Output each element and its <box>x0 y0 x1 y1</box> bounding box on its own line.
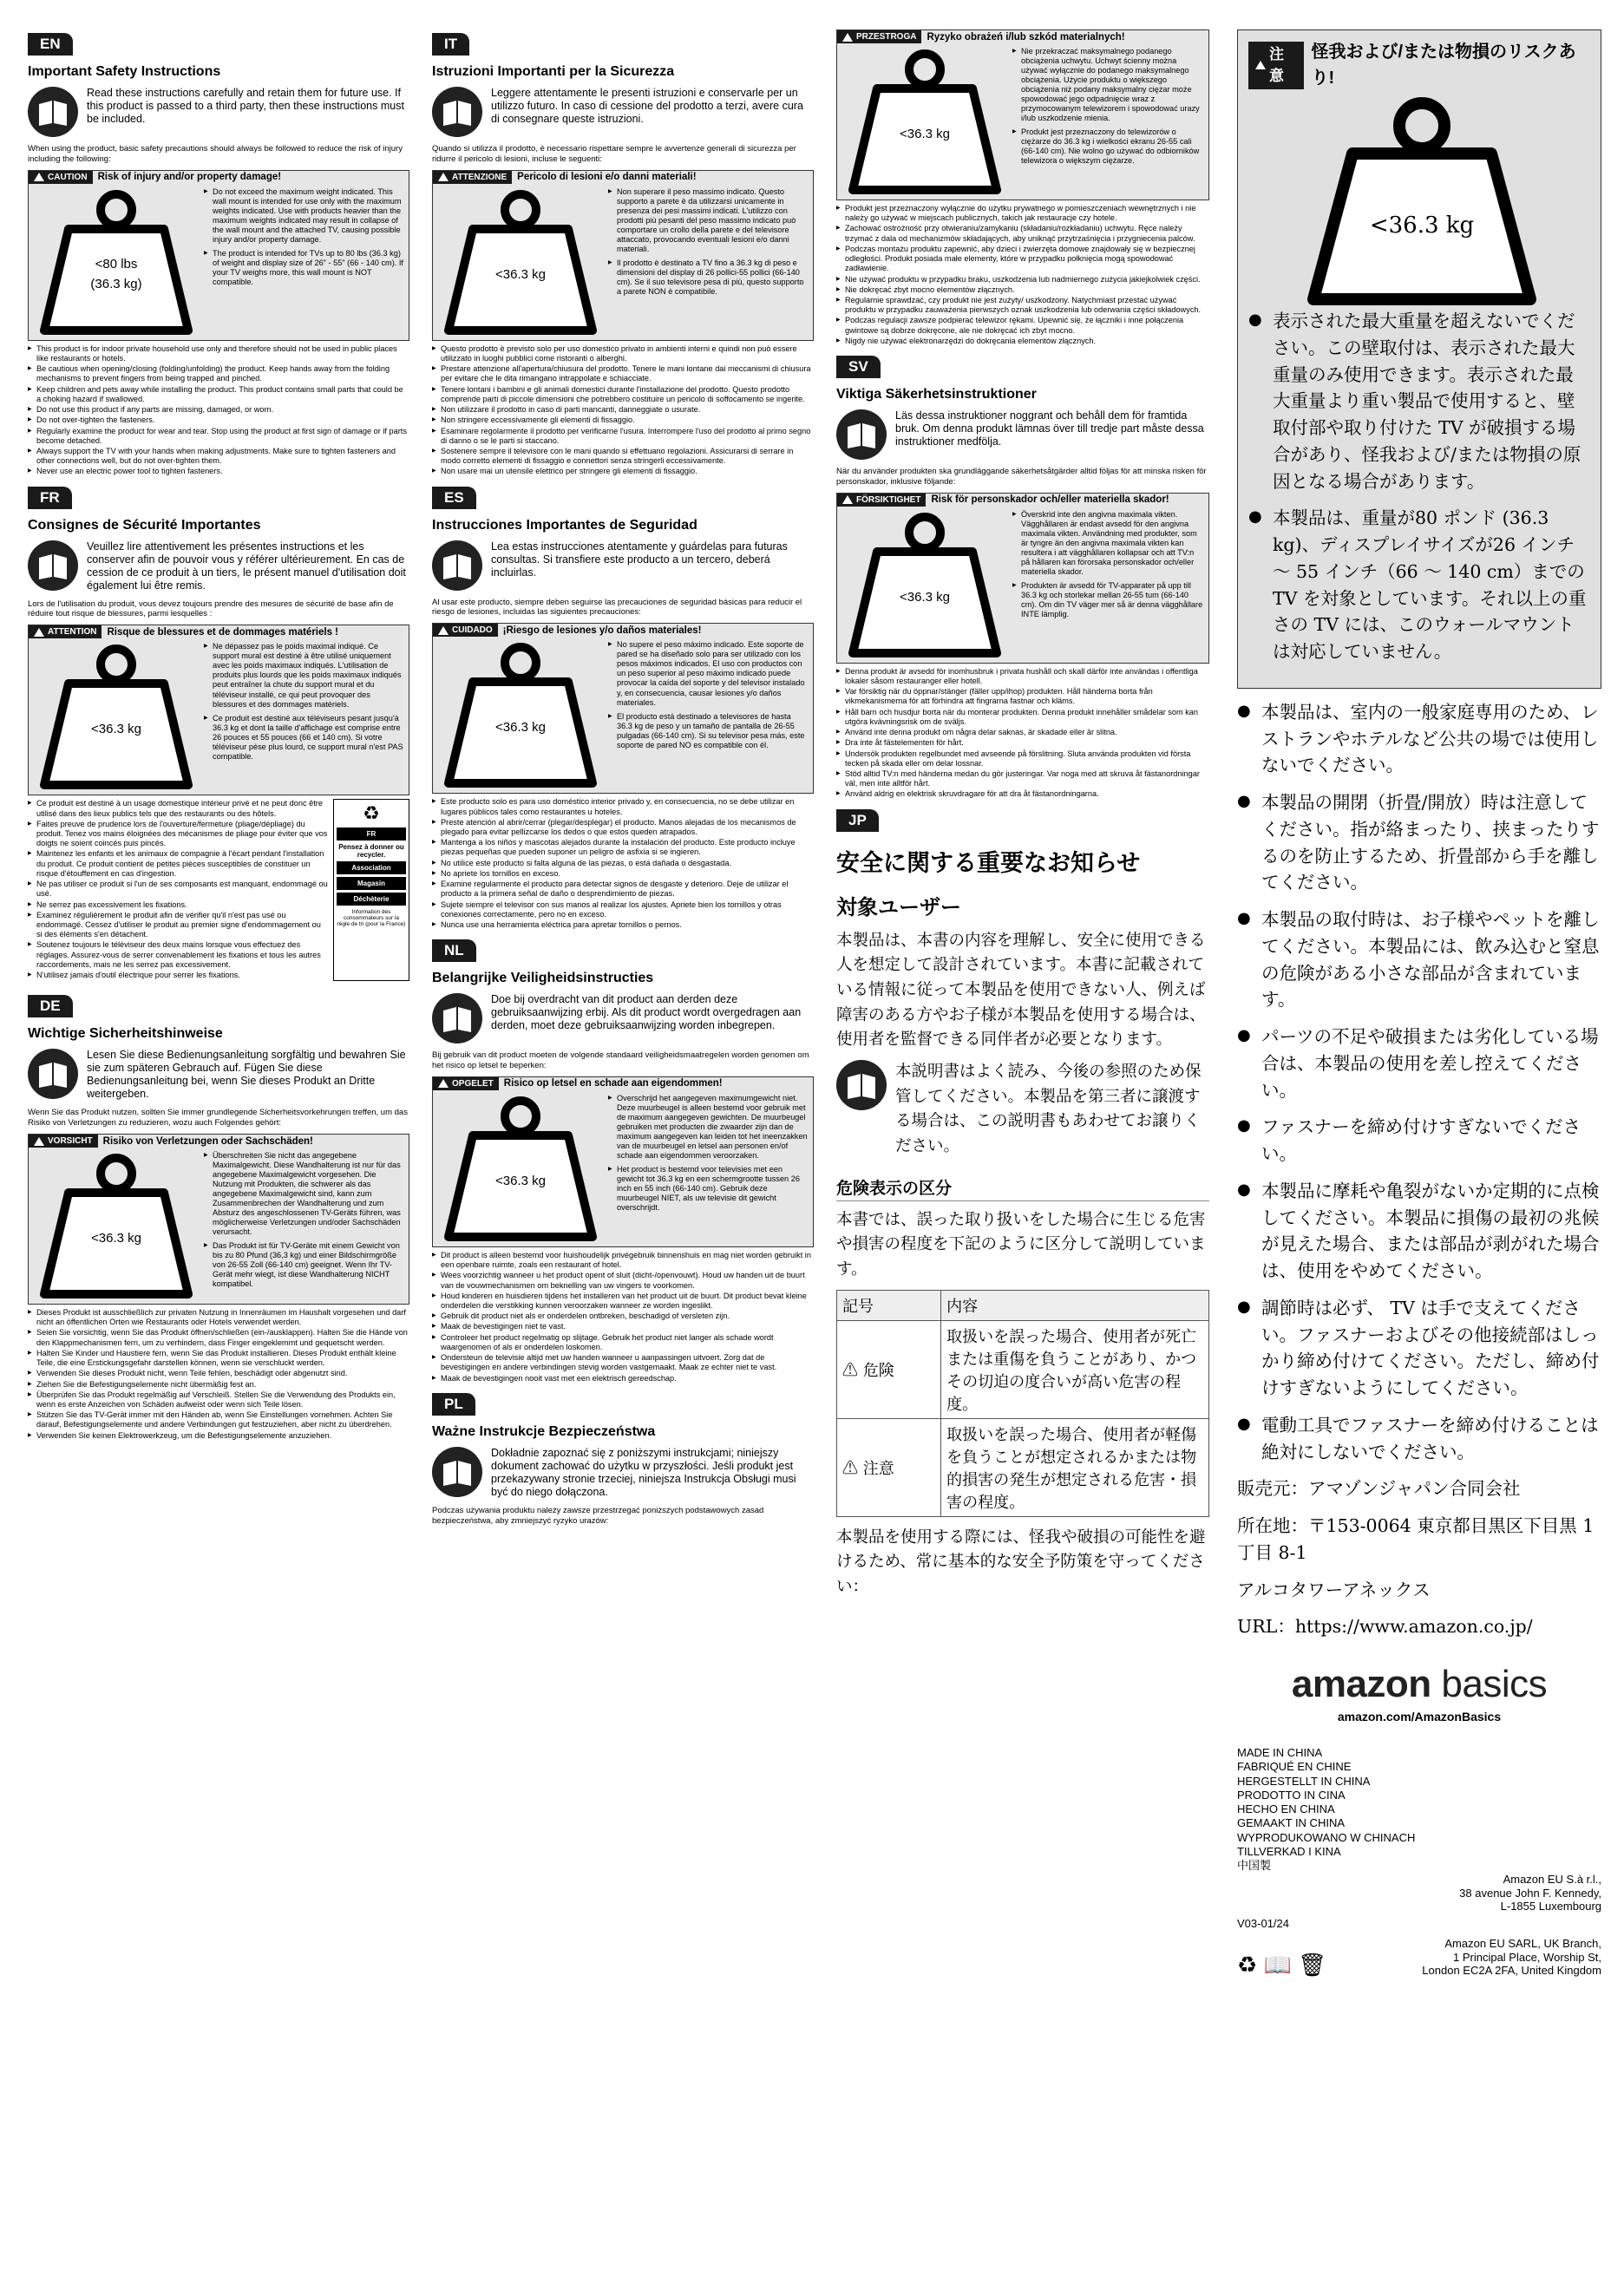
column-3 <box>836 29 1209 1607</box>
section-en <box>28 24 409 477</box>
weight-icon: <36.3 kg <box>438 1094 603 1241</box>
amazon-site: amazon.com/AmazonBasics <box>1337 1710 1502 1724</box>
section-nl: NL Belangrijke Veiligheidsinstructies Doe bij overdracht van dit product aan derden deze gebruiksaanwijzing erbij. Als dit product wordt overgedragen aan derden, moet deze gebruiksaanwijzing worden inbegrepen. Bij gebruik van dit product moeten de volgende standaard veiligheidsmaatregelen worden genomen om het risico op letsel te beperken: OPGELET Risico op letsel en schade aan eigendommen! <36.3 kg ▶ Overschrijd het aangegeven maximumgewicht niet. Deze muurbeugel is alleen bestemd voor gebruik met de maximum aangegeven gewichten. De muurbeugel gebruiken met producten die zwaarder zijn dan de maximum aangegeven kan leiden tot het ineenzakken van de muurbeugel en letsel aan personen en/of schade aan eigendommen veroorzaken. ▶ Het product is bestemd voor televisies met een gewicht tot 36.3 kg en een schermgrootte tussen 26 inch en 55 inch (66-140 cm). Gebruik deze muurbeugel NIET, als uw televisie dit gewicht overschrijdt. ▶ Dit product is alleen bestemd voor huishoudelijk privégebruik binnenshuis en mag niet worden gebruikt in een openbare ruimte, zoals een restaurant of hotel. ▶ Wees voorzichtig wanneer u het product opent of sluit (dicht-/openvouwt). Houd uw handen uit de buurt van de vouwmechanismen om beknelling van uw vingers te voorkomen. ▶ Houd kinderen en huisdieren tijdens het installeren van het product uit de buurt. Dit product bevat kleine onderdelen die verstikking kunnen veroorzaken wanneer ze worden ingeslikt. ▶ Gebruik dit product niet als er onderdelen ontbreken, beschadigd of versleten zijn. ▶ Maak de bevestigingen niet te vast. ▶ Controleer het product regelmatig op slijtage. Gebruik het product niet langer als schade wordt waargenomen of als er onderdelen loskomen. ▶ Ondersteun de televisie altijd met uw handen wanneer u aanpassingen uitvoert. Zorg dat de bevestigingen en andere verbindingen stevig worden vastgemaakt. Maak ze echter niet te vast. ▶ Maak de bevestigingen nooit vast met een elektrisch gereedschap. <box>432 931 814 1383</box>
read-manual-icon <box>28 1049 78 1099</box>
weight-icon: <80 lbs (36.3 kg) <box>34 187 199 335</box>
read-manual-icon <box>836 1060 887 1110</box>
warning-triangle-icon <box>1255 61 1266 69</box>
weight-icon: <36.3 kg <box>438 640 603 788</box>
read-manual-icon <box>432 87 482 137</box>
warning-box-fr: ATTENTION Risque de blessures et de dommages matériels ! <36.3 kg ▶ Ne dépassez pas le poids maximal indiqué. Ce support mural est destiné à être utilisé uniquement avec les poids maximaux indiqués. L'utilisation de produits plus lourds que les poids maximaux indiqués peut entraîner la chute du support mural et du téléviseur installé, ce qui peut provoquer des blessures et des dommages matériels. ▶ Ce produit est destiné aux téléviseurs pesant jusqu'à 36.3 kg et dont la taille d'affichage est comprise entre 26 pouces et 55 pouces (66 et 140 cm). Si votre téléviseur pèse plus lourd, ce support mural n'est PAS compatible. <box>28 625 409 795</box>
section-sv: SV Viktiga Säkerhetsinstruktioner Läs dessa instruktioner noggrant och behåll dem för framtida bruk. Om denna produkt lämnas över till tredje part måste dessa instruktioner medfölja. När du använder produkten ska grundläggande säkerhetsåtgärder alltid följas för att minska risken för personskador, inklusive följande: FÖRSIKTIGHET Risk för personskador och/eller materiella skador! <36.3 kg ▶ Överskrid inte den angivna maximala vikten. Vägghållaren är endast avsedd för den angivna maximala vikten. Användning med produkter, som är tyngre än den angivna maximala vikten kan resultera i att vägghållaren kollapsar och att TV:n på hållaren kan förorsaka personskador och/eller materiella skador. ▶ Produkten är avsedd för TV-apparater på upp till 36.3 kg och storlekar mellan 26-55 tum (66-140 cm). Om din TV väger mer så är denna vägghållare INTE lämplig. ▶ Denna produkt är avsedd för inomhusbruk i privata hushåll och skall därför inte användas i offentliga lokaler såsom restauranger eller hotell. ▶ Var försiktig när du öppnar/stänger (fäller upp/ihop) produkten. Håll händerna borta från vikmekanismerna för att förhindra att fingrarna fastnar och kläms. ▶ Håll barn och husdjur borta när du monterar produkten. Denna produkt innehåller smådelar som kan utgöra kvävningsrisk om de sväljs. ▶ Använd inte denna produkt om några delar saknas, är skadade eller är slitna. ▶ Dra inte åt fästelementen för hårt. ▶ Undersök produkten regelbundet med avseende på förslitning. Sluta använda produkten vid första tecken på skada eller om delar lossnar. ▶ Stöd alltid TV:n med händerna medan du gör justeringar. Var noga med att skruva åt fästanordningar väl, men inte alltför hårt. ▶ Använd aldrig en elektrisk skruvdragare för att dra åt fästanordningarna. <box>836 347 1209 800</box>
signal-word-en: CAUTION <box>29 171 93 184</box>
uk-address: Amazon EU SARL, UK Branch, 1 Principal Place, Worship St, London EC2A 2FA, United Kingdom <box>1422 1937 1601 1978</box>
weight-icon: <36.3 kg <box>34 642 199 789</box>
recycle-icon: ♻ <box>1237 1951 1258 1978</box>
weee-bin-icon: 🗑 <box>1298 1951 1327 1978</box>
read-manual-icon <box>432 540 482 591</box>
table-row: ⚠ 注意 取扱いを誤った場合、使用者が軽傷を負うことが想定されるかまたは物的損害の発生が想定される危害・損害の程度。 <box>837 1418 1209 1516</box>
section-de: DE Wichtige Sicherheitshinweise Lesen Sie diese Bedienungsanleitung sorgfältig und bewahren Sie sie zum späteren Gebrauch auf. Fügen Sie diese Bedienungsanleitung bei, wenn Sie dieses Produkt an Dritte weitergeben. Wenn Sie das Produkt nutzen, sollten Sie immer grundlegende Sicherheitsvorkehrungen treffen, um das Risiko von Verletzungen zu reduzieren, wozu auch Folgendes gehört: VORSICHT Risiko von Verletzungen oder Sachschäden! <36.3 kg ▶ Überschreiten Sie nicht das angegebene Maximalgewicht. Diese Wandhalterung ist nur für das angegebene Maximalgewicht vorgesehen. Die Nutzung mit Produkten, die schwerer als das angegebene Maximalgewicht sind, kann zum Zusammenbrechen der Wandhalterung und zum Absturz des angeschlossenen TV-Geräts führen, was möglicherweise Verletzungen und/oder Sachschäden verursacht. ▶ Das Produkt ist für TV-Geräte mit einem Gewicht von bis zu 80 Pfund (36,3 kg) und einer Bildschirmgröße von 26-55 Zoll (66-140 cm) geeignet. Wenn Ihr TV-Gerät mehr wiegt, ist diese Wandhalterung NICHT kompatibel. ▶ Dieses Produkt ist ausschließlich zur privaten Nutzung in Innenräumen im Haushalt vorgesehen und darf nicht an öffentlichen Orten wie Restaurants oder Hotels verwendet werden. ▶ Seien Sie vorsichtig, wenn Sie das Produkt öffnen/schließen (ein-/ausklappen). Halten Sie die Hände von den Klappmechanismen fern, um zu verhindern, dass Finger eingeklemmt und gequetscht werden. ▶ Halten Sie Kinder und Haustiere fern, wenn Sie das Produkt installieren. Dieses Produkt enthält kleine Teile, die eine Erstickungsgefahr darstellen können, wenn sie verschluckt werden. ▶ Verwenden Sie dieses Produkt nicht, wenn Teile fehlen, beschädigt oder abgenutzt sind. ▶ Ziehen Sie die Befestigungselemente nicht übermäßig fest an. ▶ Überprüfen Sie das Produkt regelmäßig auf Verschleiß. Stellen Sie die Verwendung des Produkts ein, wenn es erste Anzeichen von Schäden aufweist oder wenn sich Teile lösen. ▶ Stützen Sie das TV-Gerät immer mit den Händen ab, wenn Sie Einstellungen vornehmen. Achten Sie darauf, Befestigungselemente und andere Verbindungen gut festzuziehen, aber nicht zu überdrehen. ▶ Verwenden Sie keinen Elektrowerkzeug, um die Befestigungselemente anzuziehen. <box>28 986 409 1441</box>
section-pl-intro: PL Ważne Instrukcje Bezpieczeństwa Dokładnie zapoznać się z poniższymi instrukcjami; niniejszy dokument zachować do użytku w przyszłości. Jeśli produkt jest przekazywany stronie trzeciej, niniejsza Instrukcja Obsługi musi być do niego dołączona. Podczas używania produktu należy zawsze przestrzegać poniższych podstawowych zasad bezpieczeństwa, aby zmniejszyć ryzyko urazów: <box>432 1384 814 1527</box>
read-manual-icon <box>432 1447 482 1497</box>
warning-triangle-icon: ⚠ <box>842 1361 858 1380</box>
warning-box-es: CUIDADO ¡Riesgo de lesiones y/o daños materiales! <36.3 kg ▶ No supere el peso máximo indicado. Este soporte de pared se ha diseñado solo para ser utilizado con los pesos máximos indicados. El uso con productos con un peso superior al peso máximo indicado puede provocar la caída del soporte y del televisor instalado y, en consecuencia, causar lesiones y/o daños materiales. ▶ El producto está destinado a televisores de hasta 36.3 kg de peso y un tamaño de pantalla de 26-55 pulgadas (66-140 cm). Si su televisor pesa más, este soporte de pared NO es compatible con él. <box>432 623 814 794</box>
warning-triangle-icon <box>438 1079 449 1088</box>
read-manual-icon <box>836 409 887 460</box>
jp-address: 所在地：〒153-0064 東京都目黒区下目黒 1 丁目 8-1 <box>1237 1515 1595 1563</box>
warning-box-de: VORSICHT Risiko von Verletzungen oder Sachschäden! <36.3 kg ▶ Überschreiten Sie nicht das angegebene Maximalgewicht. Diese Wandhalterung ist nur für das angegebene Maximalgewicht vorgesehen. Die Nutzung mit Produkten, die schwerer als das angegebene Maximalgewicht sind, kann zum Zusammenbrechen der Wandhalterung und zum Absturz des angeschlossenen TV-Geräts führen, was möglicherweise Verletzungen und/oder Sachschäden verursacht. ▶ Das Produkt ist für TV-Geräte mit einem Gewicht von bis zu 80 Pfund (36,3 kg) und einer Bildschirmgröße von 26-55 Zoll (66-140 cm) geeignet. Wenn Ihr TV-Gerät mehr wiegt, ist diese Wandhalterung NICHT kompatibel. <box>28 1134 409 1305</box>
table-row: ⚠ 危険 取扱いを誤った場合、使用者が死亡または重傷を負うことがあり、かつその切迫の度合いが高い危害の程度。 <box>837 1320 1209 1418</box>
weight-icon: <36.3 kg <box>842 47 1007 194</box>
bullets-en: ▶ This product is for indoor private household use only and therefore should not be used in public places like restaurants or hotels. ▶ Be cautious when opening/closing (folding/unfolding) the product. Keep hands away from the folding mechanisms to prevent fingers from being trapped and pinched. ▶ Keep children and pets away while installing the product. This product contains small parts that could be a choking hazard if swallowed. ▶ Do not use this product if any parts are missing, damaged, or worn. ▶ Do not over-tighten the fasteners. ▶ Regularly examine the product for wear and tear. Stop using the product at first sign of damage or if parts become detached. ▶ Always support the TV with your hands when making adjustments. Make sure to tighten fasteners and other connections well, but do not over-tighten them. ▶ Never use an electric power tool to tighten fasteners. <box>28 344 409 477</box>
section-es: ES Instrucciones Importantes de Seguridad Lea estas instrucciones atentamente y guárdelas para futuras consultas. Si transfiere este producto a un tercero, deberá incluirlas. Al usar este producto, siempre deben seguirse las precauciones de seguridad básicas para reducir el riesgo de lesiones, incluidas las siguientes precauciones: CUIDADO ¡Riesgo de lesiones y/o daños materiales! <36.3 kg ▶ No supere el peso máximo indicado. Este soporte de pared se ha diseñado solo para ser utilizado con los pesos máximos indicados. El uso con productos con un peso superior al peso máximo indicado puede provocar la caída del soporte y del televisor instalado y, en consecuencia, causar lesiones y/o daños materiales. ▶ El producto está destinado a televisores de hasta 36.3 kg de peso y un tamaño de pantalla de 26-55 pulgadas (66-140 cm). Si su televisor pesa más, este soporte de pared NO es compatible con él. ▶ Este producto solo es para uso doméstico interior privado y, en consecuencia, no se debe utilizar en lugares públicos tales como restaurantes u hoteles. ▶ Preste atención al abrir/cerrar (plegar/desplegar) el producto. Manos alejadas de los mecanismos de plegado para evitar pellizcarse los dedos o que estos queden atrapados. ▶ Mantenga a los niños y mascotas alejados durante la instalación del producto. Este producto incluye piezas pequeñas que pueden suponer un peligro de asfixia si se ingieren. ▶ No utilice este producto si falta alguna de las piezas, o está dañada o desgastada. ▶ No apriete los tornillos en exceso. ▶ Examine regularmente el producto para detectar signos de desgaste y deterioro. Deje de utilizar el producto a la primera señal de daño o desprendimiento de piezas. ▶ Sujete siempre el televisor con sus manos al realizar los ajustes. Apriete bien los tornillos y otras conexiones correctamente, pero no en exceso. ▶ Nunca use una herramienta eléctrica para apretar tornillos o pernos. <box>432 478 814 931</box>
section-it: IT Istruzioni Importanti per la Sicurezza Leggere attentamente le presenti istruzioni e conservarle per un utilizzo futuro. In caso di cessione del prodotto a terzi, avere cura di consegnare queste istruzioni. Quando si utilizza il prodotto, è necessario rispettare sempre le avvertenze generali di sicurezza per ridurre il pericolo di lesioni, incluse le seguenti: ATTENZIONE Pericolo di lesioni e/o danni materiali! <36.3 kg ▶ Non superare il peso massimo indicato. Questo supporto a parete è da utilizzarsi unicamente in presenza dei pesi massimi indicati. L'utilizzo con prodotti più pesanti del peso massimo indicato può comportare un crollo della parete e del televisore attaccato, provocando eventuali lesioni e/o danni materiali. ▶ Il prodotto è destinato a TV fino a 36.3 kg di peso e dimensioni del display di 26 pollici-55 pollici (66-140 cm). Se il suo televisore pesa di più, questo supporto a parete NON è compatibile. ▶ Questo prodotto è previsto solo per uso domestico privato in ambienti interni e quindi non può essere utilizzato in luoghi pubblici come ristoranti o alberghi. ▶ Prestare attenzione all'apertura/chiusura del prodotto. Tenere le mani lontane dai meccanismi di chiusura per evitare che le dita rimangano intrappolate e schiacciate. ▶ Tenere lontani i bambini e gli animali domestici durante l'installazione del prodotto. Questo prodotto comprende parti di piccole dimensioni che potrebbero costituire un pericolo di soffocamento se ingerite. ▶ Non utilizzare il prodotto in caso di parti mancanti, danneggiate o usurate. ▶ Non stringere eccessivamente gli elementi di fissaggio. ▶ Esaminare regolarmente il prodotto per verificarne l'usura. Interrompere l'uso del prodotto al primo segno di danno o se le parti si staccano. ▶ Sostenere sempre il televisore con le mani quando si effettuano regolazioni. Assicurarsi di serrare in modo corretto elementi di fissaggio e connettori senza stringerli eccessivamente. ▶ Non usare mai un utensile elettrico per stringere gli elementi di fissaggio. <box>432 24 814 477</box>
warning-box-pl: PRZESTROGA Ryzyko obrażeń i/lub szkód materialnych! <36.3 kg ▶ Nie przekraczać maksymalnego podanego obciążenia uchwytu. Uchwyt ścienny można używać wyłącznie do podanego maksymalnego obciążenia. Użycie produktu o większego obciążenia niż podany maksymalny ciężar może spowodować jego odpadnięcie wraz z przymocowanym telewizorem i spowodować urazy i/lub uszkodzenie mienia. ▶ Produkt jest przeznaczony do telewizorów o ciężarze do 36.3 kg i wielkości ekranu 26-55 cali (66-140 cm). Nie wolno go używać do odbiorników telewizora o większym ciężarze. <box>836 29 1209 200</box>
warning-triangle-icon <box>34 628 44 637</box>
pre-text-en: When using the product, basic safety precautions should always be followed to reduce the risk of injury including the following: <box>28 144 403 164</box>
warning-triangle-icon <box>438 173 449 181</box>
jp-subtitle: 対象ユーザー <box>836 895 961 919</box>
read-manual-icon <box>28 540 78 591</box>
column-4 <box>1237 29 1601 1979</box>
jp-url: URL：https://www.amazon.co.jp/ <box>1237 1616 1533 1638</box>
read-manual-icon <box>432 993 482 1043</box>
amazon-basics-logo: amazon basics <box>1291 1663 1548 1705</box>
hazard-classification-table <box>836 1290 1209 1517</box>
version: V03-01/24 <box>1237 1917 1289 1931</box>
table-header: 記号 内容 <box>837 1290 1209 1320</box>
made-in-list: MADE IN CHINA FABRIQUÉ EN CHINE HERGESTELLT IN CHINA PRODOTTO IN CINA HECHO EN CHINA GEMAAKT IN CHINA WYPRODUKOWANO W CHINACH TILLVERKAD I KINA 中国製 <box>1237 1746 1416 1872</box>
warning-triangle-icon <box>842 495 853 504</box>
warning-triangle-icon <box>34 173 44 181</box>
bullets-jp: ● 本製品は、室内の一般家庭専用のため、レストランやホテルなど公共の場では使用しないでください。 ● 本製品の開閉（折畳/開放）時は注意してください。指が絡まったり、挟まったりするのを防止するため、折畳部から手を離してください。 ● 本製品の取付時は、お子様やペットを離してください。本製品には、飲み込むと窒息の危険がある小さな部品が含まれています。 ● パーツの不足や破損または劣化している場合は、本製品の使用を差し控えてください。 ● ファスナーを締め付けすぎないでください。 ● 本製品に摩耗や亀裂がないか定期的に点検してください。本製品に損傷の最初の兆候が見えた場合、または部品が剥がれた場合は、使用をやめてください。 ● 調節時は必ず、 TV は手で支えてください。ファスナーおよびその他接続部はしっかり締め付けてください。ただし、締め付けすぎないようにしてください。 ● 電動工具でファスナーを締め付けることは絶対にしないでください。 <box>1237 699 1601 1466</box>
warning-triangle-icon: ⚠ <box>842 1459 858 1478</box>
warning-item: ▶ Do not exceed the maximum weight indicated. This wall mount is intended for use only with the maximum weights indicated. Use with products heavier than the maximum weights indicated may result in collapse of the wall mount and the attached TV, causing possible injury and/or property damage. <box>204 187 403 245</box>
section-pl-warning: PRZESTROGA Ryzyko obrażeń i/lub szkód materialnych! <36.3 kg ▶ Nie przekraczać maksymalnego podanego obciążenia uchwytu. Uchwyt ścienny można używać wyłącznie do podanego maksymalnego obciążenia. Użycie produktu o większego obciążenia niż podany maksymalny ciężar może spowodować jego odpadnięcie wraz z przymocowanym telewizorem i spowodować urazy i/lub uszkodzenie mienia. ▶ Produkt jest przeznaczony do telewizorów o ciężarze do 36.3 kg i wielkości ekranu 26-55 cali (66-140 cm). Nie wolno go używać do odbiorników telewizora o większym ciężarze. ▶ Produkt jest przeznaczony wyłącznie do użytku prywatnego w pomieszczeniach wewnętrznych i nie należy go używać w miejscach publicznych, takich jak restauracje czy hotele. ▶ Zachować ostrożność przy otwieraniu/zamykaniu (składaniu/rozkładaniu) uchwytu. Ręce należy trzymać z dala od mechanizmów składających, aby uniknąć przytrzaśnięcia i przygniecenia palców. ▶ Podczas montażu produktu zapewnić, aby dzieci i zwierzęta domowe znajdowały się w bezpiecznej odległości. Produkt posiada małe elementy, które w przypadku połknięcia mogą spowodować zadławienie. ▶ Nie używać produktu w przypadku braku, uszkodzenia lub nadmiernego zużycia jakiejkolwiek części. ▶ Nie dokręcać zbyt mocno elementów złącznych. ▶ Regularnie sprawdzać, czy produkt nie jest zużyty/ uszkodzony. Natychmiast przestać używać produktu w przypadku zauważenia pierwszych oznak uszkodzenia lub oderwania części składowych. ▶ Podczas regulacji zawsze podpierać telewizor rękami. Upewnić się, że łączniki i inne połączenia gwintowe są dobrze dokręcone, ale nie dokręcać ich zbyt mocno. ▶ Nigdy nie używać elektronarzędzi do dokręcania elementów złącznych. <box>836 29 1209 346</box>
warning-item: ▶ The product is intended for TVs up to 80 lbs (36.3 kg) of weight and display size of 26" - 55" (66 - 140 cm). If your TV weighs more, this wall mount is NOT compatible. <box>204 249 403 287</box>
warning-triangle-icon <box>34 1137 44 1146</box>
triman-recycling-logo: ♻ FR Pensez à donner ou recycler. Association Magasin Déchèterie Information des consommateurs sur la règle de tri (pour la France) <box>333 799 409 981</box>
hazard-en: Risk of injury and/or property damage! <box>97 172 282 183</box>
section-title-fr: Consignes de Sécurité Importantes <box>28 517 261 533</box>
warning-triangle-icon <box>438 626 449 635</box>
weight-icon: <36.3 kg <box>842 510 1007 657</box>
section-jp-intro: JP 安全に関する重要なお知らせ 対象ユーザー 本製品は、本書の内容を理解し、安全に使用できる人を想定して設計されています。本書に記載されている情報に従って本製品を使用できない人、例えば障害のある方やお子様が本製品を使用する場合は、使用者を監督できる同伴者が必要となります。 本説明書はよく読み、今後の参照のため保管してください。本製品を第三者に譲渡する場合は、この説明書もあわせてお譲りください。 危険表示の区分 本書では、誤った取り扱いをした場合に生じる危害や損害の程度を下記のように区分して説明しています。 記号 内容 ⚠ 危険 取扱いを誤った場合、使用者が死亡または重傷を負うことがあり、かつその切迫の度合いが高い危害の程度。 ⚠ 注意 取扱いを誤った場合、使用者が軽傷を負うことが想定されるかまたは物的損害の発生が想定される危害・損害の程度。 本製品を使用する際には、怪我や破損の可能性を避けるため、常に基本的な安全予防策を守ってください： <box>836 801 1209 1600</box>
section-title-en: Important Safety Instructions <box>28 64 221 79</box>
eu-address: Amazon EU S.à r.l., 38 avenue John F. Kennedy, L-1855 Luxembourg <box>1459 1873 1601 1913</box>
warning-box-nl: OPGELET Risico op letsel en schade aan eigendommen! <36.3 kg ▶ Overschrijd het aangegeven maximumgewicht niet. Deze muurbeugel is alleen bestemd voor gebruik met de maximum aangegeven gewichten. De muurbeugel gebruiken met producten die zwaarder zijn dan de maximum aangegeven kan leiden tot het ineenzakken van de muurbeugel en letsel aan personen en/of schade aan eigendommen veroorzaken. ▶ Het product is bestemd voor televisies met een gewicht tot 36.3 kg en een schermgrootte tussen 26 inch en 55 inch (66-140 cm). Gebruik deze muurbeugel NIET, als uw televisie dit gewicht overschrijdt. <box>432 1076 814 1247</box>
intro-en <box>28 87 409 137</box>
weight-icon: <36.3 kg <box>1248 91 1590 308</box>
column-1 <box>28 24 409 1442</box>
jp-hazard-heading: 危険表示の区分 <box>836 1175 1209 1201</box>
weight-icon: <36.3 kg <box>438 187 603 335</box>
lang-badge-en: EN <box>28 33 73 56</box>
triman-icon: ♻ <box>363 802 380 825</box>
warning-box-jp: 注意 怪我および/または物損のリスクあり! <36.3 kg ● 表示された最大重量を超えないでください。この壁取付は、表示された最大重量のみ使用できます。表示された最大重量より重い製品で使用すると、壁取付部や取り付けた TV が破損する場合があり、怪我および/または物損の原因となる場合があります。 ● 本製品は、重量が80 ポンド (36.3 kg)、ディスプレイサイズが26 インチ ～ 55 インチ（66 ～ 140 cm）までの TV を対象としています。それ以上の重さの TV には、このウォールマウントは対応していません。 <box>1237 29 1601 689</box>
warning-box-en <box>28 170 409 341</box>
book-icon: 📖 <box>1263 1951 1292 1978</box>
section-fr: FR Consignes de Sécurité Importantes Veuillez lire attentivement les présentes instructions et les conserver afin de pouvoir vous y référer ultérieurement. En cas de cession de ce produit à un tiers, le présent manuel d'utilisation doit également lui être remis. Lors de l'utilisation du produit, vous devez toujours prendre des mesures de sécurité de base afin de réduire tout risque de blessures, parmi lesquelles : ATTENTION Risque de blessures et de dommages matériels ! <36.3 kg ▶ Ne dépassez pas le poids maximal indiqué. Ce support mural est destiné à être utilisé uniquement avec les poids maximaux indiqués. L'utilisation de produits plus lourds que les poids maximaux indiqués peut entraîner la chute du support mural et du téléviseur installé, ce qui peut provoquer des blessures et des dommages matériels. ▶ Ce produit est destiné aux téléviseurs pesant jusqu'à 36.3 kg et dont la taille d'affichage est comprise entre 26 pouces et 55 pouces (66 et 140 cm). Si votre téléviseur pèse plus lourd, ce support mural n'est PAS compatible. ▶ Ce produit est destiné à un usage domestique intérieur privé et ne peut donc être utilisé dans des lieux publics tels que des restaurants ou des hôtels. ▶ Faites preuve de prudence lors de l'ouverture/fermeture (pliage/dépliage) du produit. Tenez vos mains éloignées des mécanismes de pliage pour éviter que vos doigts ne soient coincés puis pincés. ▶ Maintenez les enfants et les animaux de compagnie à l'écart pendant l'installation du produit. Ce produit contient de petites pièces susceptibles de constituer un risque d'étouffement en cas d'ingestion. ▶ Ne pas utiliser ce produit si l'un de ses composants est manquant, endommagé ou usé. ▶ Ne serrez pas excessivement les fixations. ▶ Examinez régulièrement le produit afin de vérifier qu'il n'est pas usé ou endommagé. Cessez d'utiliser le produit au premier signe d'endommagement ou si des éléments s'en détachent. ▶ Soutenez toujours le téléviseur des deux mains lorsque vous effectuez des réglages. Assurez-vous de serrer convenablement les fixations et tous les autres raccordements, mais ne les serrez pas excessivement. ▶ N'utilisez jamais d'outil électrique pour serrer les fixations. ♻ FR Pensez à donner ou recycler. Association Magasin Déchèterie Information des consommateurs sur la règle de tri (pour la France) <box>28 478 409 982</box>
jp-title: 安全に関する重要なお知らせ <box>836 849 1141 876</box>
jp-building: アルコタワーアネックス <box>1237 1579 1431 1600</box>
weight-icon: <36.3 kg <box>34 1151 199 1298</box>
warning-triangle-icon <box>842 33 853 42</box>
column-2 <box>432 24 814 1532</box>
read-manual-icon <box>28 87 78 137</box>
warning-box-sv: FÖRSIKTIGHET Risk för personskador och/eller materiella skador! <36.3 kg ▶ Överskrid inte den angivna maximala vikten. Vägghållaren är endast avsedd för den angivna maximala vikten. Användning med produkter, som är tyngre än den angivna maximala vikten kan resultera i att vägghållaren kollapsar och att TV:n på hållaren kan förorsaka personskador och/eller materiella skador. ▶ Produkten är avsedd för TV-apparater på upp till 36.3 kg och storlekar mellan 26-55 tum (66-140 cm). Om din TV väger mer så är denna vägghållare INTE lämplig. <box>836 493 1209 664</box>
jp-seller: 販売元：アマゾンジャパン合同会社 <box>1237 1478 1521 1500</box>
lang-badge-fr: FR <box>28 487 72 509</box>
intro-text-en: Read these instructions carefully and retain them for future use. If this product is passed to a third party, then these instructions must be included. <box>87 87 404 125</box>
warning-box-it: ATTENZIONE Pericolo di lesioni e/o danni materiali! <36.3 kg ▶ Non superare il peso massimo indicato. Questo supporto a parete è da utilizzarsi unicamente in presenza dei pesi massimi indicati. L'utilizzo con prodotti più pesanti del peso massimo indicato può comportare un crollo della parete e del televisore attaccato, provocando eventuali lesioni e/o danni materiali. ▶ Il prodotto è destinato a TV fino a 36.3 kg di peso e dimensioni del display di 26 pollici-55 pollici (66-140 cm). Se il suo televisore pesa di più, questo supporto a parete NON è compatibile. <box>432 170 814 341</box>
